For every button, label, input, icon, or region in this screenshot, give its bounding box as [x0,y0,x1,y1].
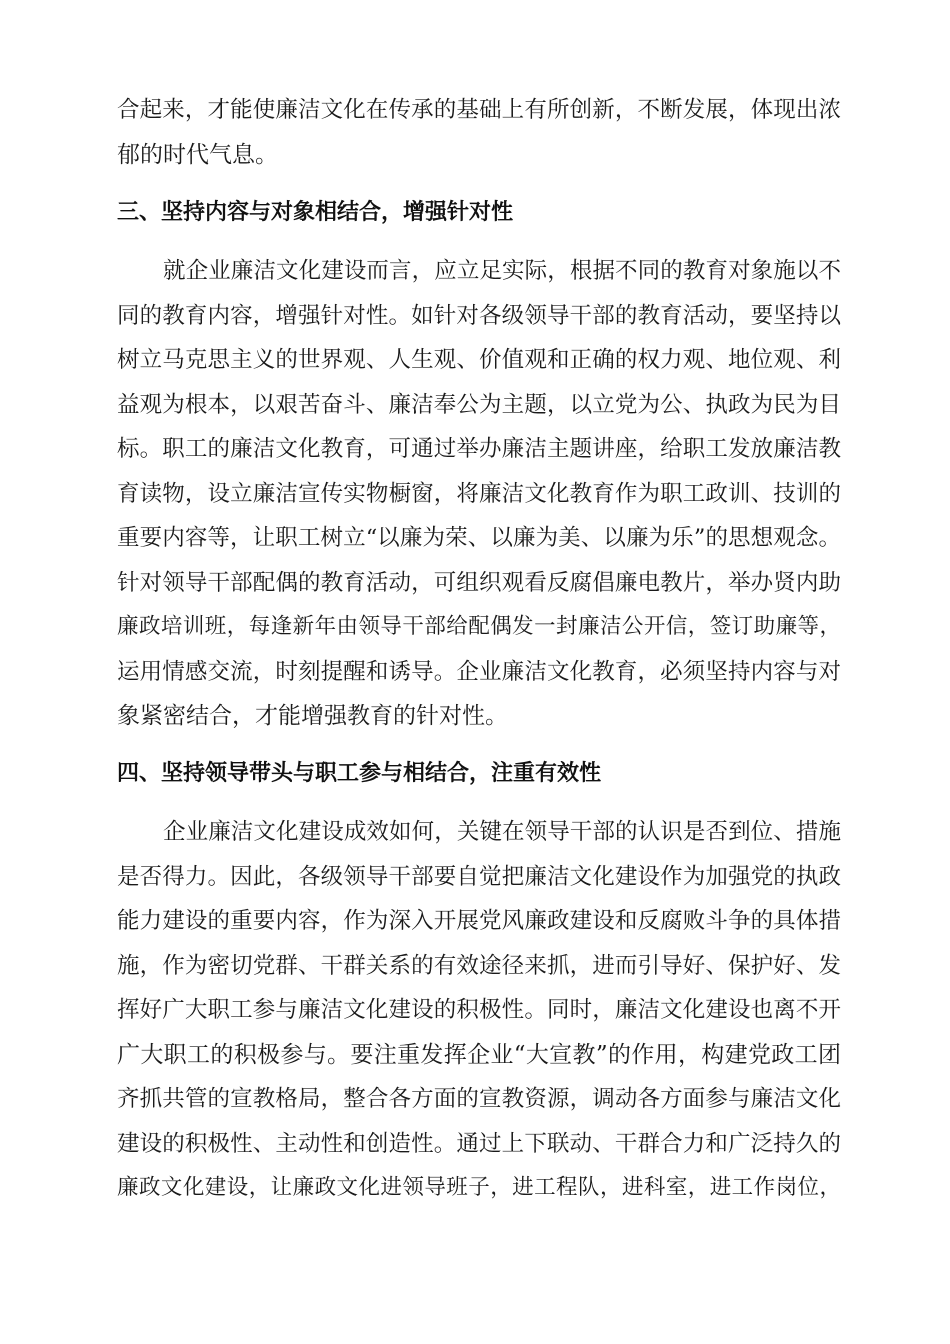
paragraph-line: 合起来，才能使廉洁文化在传承的基础上有所创新，不断发展，体现出浓 [117,97,841,123]
paragraph-line: 重要内容等，让职工树立“以廉为荣、以廉为美、以廉为乐”的思想观念。 [117,525,841,551]
paragraph-line: 育读物，设立廉洁宣传实物橱窗，将廉洁文化教育作为职工政训、技训的 [117,481,841,507]
paragraph-line: 建设的积极性、主动性和创造性。通过上下联动、干群合力和广泛持久的 [117,1131,841,1157]
paragraph-line: 齐抓共管的宣教格局，整合各方面的宣教资源，调动各方面参与廉洁文化 [117,1086,841,1112]
paragraph-line: 挥好广大职工参与廉洁文化建设的积极性。同时，廉洁文化建设也离不开 [117,997,841,1023]
paragraph-line: 运用情感交流，时刻提醒和诱导。企业廉洁文化教育，必须坚持内容与对 [117,659,841,685]
paragraph-line: 就企业廉洁文化建设而言，应立足实际，根据不同的教育对象施以不 [163,258,841,284]
paragraph-line: 益观为根本，以艰苦奋斗、廉洁奉公为主题，以立党为公、执政为民为目 [117,392,841,418]
paragraph-line: 同的教育内容，增强针对性。如针对各级领导干部的教育活动，要坚持以 [117,303,841,329]
paragraph-line: 廉政文化建设，让廉政文化进领导班子，进工程队，进科室，进工作岗位， [117,1175,841,1200]
section-heading-4: 四、坚持领导带头与职工参与相结合，注重有效性 [117,761,602,786]
paragraph-line: 树立马克思主义的世界观、人生观、价值观和正确的权力观、地位观、利 [117,347,841,373]
paragraph-line: 施，作为密切党群、干群关系的有效途径来抓，进而引导好、保护好、发 [117,953,841,979]
paragraph-line: 企业廉洁文化建设成效如何，关键在领导干部的认识是否到位、措施 [163,819,841,845]
paragraph-line: 廉政培训班，每逢新年由领导干部给配偶发一封廉洁公开信，签订助廉等， [117,614,841,639]
paragraph-line: 郁的时代气息。 [117,142,278,168]
paragraph-line: 能力建设的重要内容，作为深入开展党风廉政建设和反腐败斗争的具体措 [117,908,841,934]
paragraph-line: 象紧密结合，才能增强教育的针对性。 [117,703,508,729]
paragraph-line: 标。职工的廉洁文化教育，可通过举办廉洁主题讲座，给职工发放廉洁教 [117,436,841,462]
paragraph-line: 是否得力。因此，各级领导干部要自觉把廉洁文化建设作为加强党的执政 [117,864,841,890]
paragraph-line: 针对领导干部配偶的教育活动，可组织观看反腐倡廉电教片，举办贤内助 [117,570,841,596]
paragraph-line: 广大职工的积极参与。要注重发挥企业“大宣教”的作用，构建党政工团 [117,1042,841,1068]
section-heading-3: 三、坚持内容与对象相结合，增强针对性 [117,200,514,225]
